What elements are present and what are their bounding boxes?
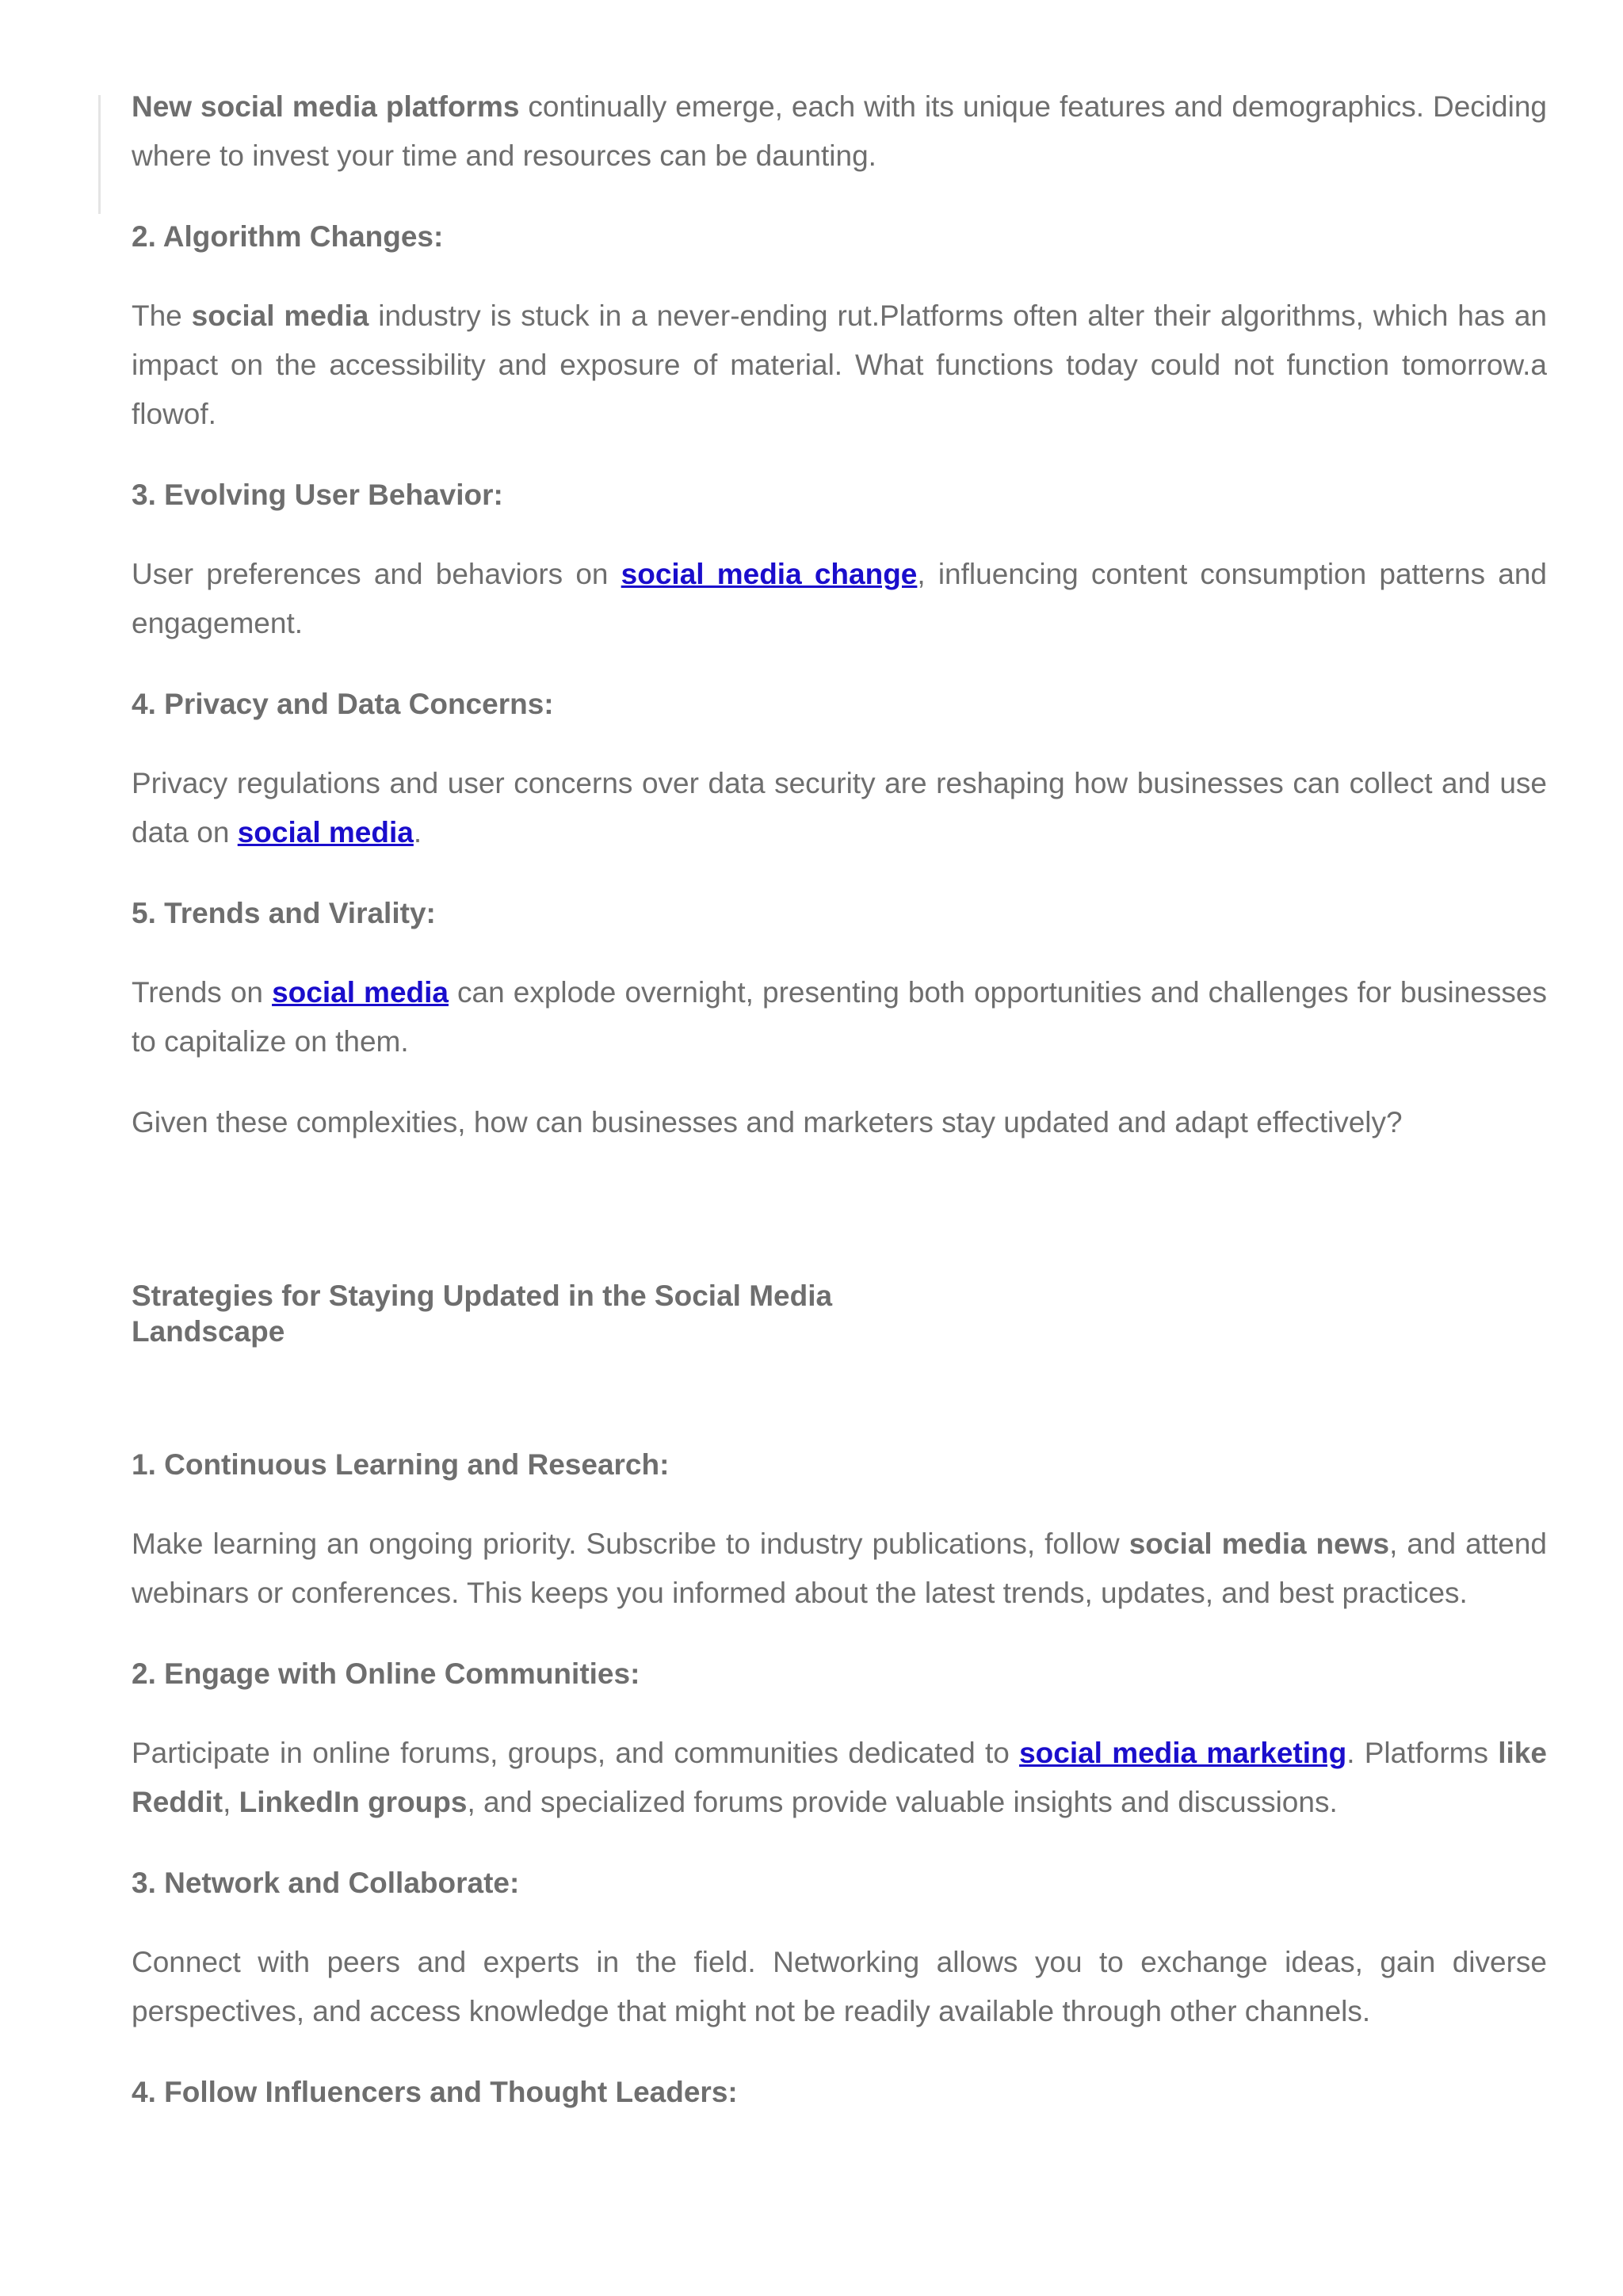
- text: Trends on: [132, 976, 273, 1009]
- text: ,: [223, 1786, 239, 1818]
- section-title: Strategies for Staying Updated in the Social Media Landscape: [132, 1280, 833, 1348]
- intro-paragraph: [132, 82, 1547, 181]
- question-paragraph: Given these complexities, how can businesses and marketers stay updated and adapt effectively?: [132, 1106, 1403, 1138]
- text: , inﬂuencing content consumption patterns and engagement.: [132, 558, 1547, 639]
- document-page: [132, 82, 1547, 2117]
- paragraph-network: Connect with peers and experts in the ﬁeld. Networking allows you to exchange ideas, gain diverse perspectives, and access knowledge that might not be readily available through other channels.: [132, 1946, 1547, 2027]
- paragraph-privacy: [132, 759, 1547, 857]
- intro-bold: New social media platforms: [132, 90, 520, 123]
- paragraph-algorithm-changes: [132, 292, 1547, 439]
- text: Privacy regulations and user concerns over data security are reshaping how businesses can collect and use data on: [132, 767, 1547, 849]
- bold-text: social media: [191, 299, 369, 332]
- blockquote-bar: [98, 95, 101, 214]
- link-social-media-change[interactable]: social media change: [621, 558, 918, 590]
- heading-continuous-learning: 1. Continuous Learning and Research:: [132, 1448, 670, 1481]
- paragraph-user-behavior: [132, 550, 1547, 648]
- link-social-media-marketing[interactable]: social media marketing: [1019, 1737, 1347, 1769]
- text: . Platforms: [1346, 1737, 1499, 1769]
- paragraph-continuous-learning: [132, 1520, 1547, 1618]
- text: , and attend webinars or conferences. This keeps you informed about the latest trends, updates, and best practices.: [132, 1527, 1547, 1609]
- heading-algorithm-changes: 2. Algorithm Changes:: [132, 220, 444, 253]
- paragraph-trends: [132, 968, 1547, 1066]
- text: can explode overnight, presenting both opportunities and challenges for businesses to capitalize on them.: [132, 976, 1547, 1058]
- heading-follow-influencers: 4. Follow Inﬂuencers and Thought Leaders:: [132, 2076, 738, 2108]
- heading-user-behavior: 3. Evolving User Behavior:: [132, 479, 503, 511]
- heading-network: 3. Network and Collaborate:: [132, 1867, 520, 1899]
- paragraph-online-communities: [132, 1729, 1547, 1827]
- heading-trends: 5. Trends and Virality:: [132, 897, 436, 929]
- text: The: [132, 299, 192, 332]
- text: Make learning an ongoing priority. Subscribe to industry publications, follow: [132, 1527, 1129, 1560]
- text: industry is stuck in a never-ending rut.Platforms often alter their algorithms, which has an impact on the accessibility and exposure of material. What functions today could not function tomorrow.a ﬂowof.: [132, 299, 1547, 430]
- heading-online-communities: 2. Engage with Online Communities:: [132, 1657, 640, 1690]
- bold-text: like Reddit: [132, 1737, 1547, 1818]
- intro-text: continually emerge, each with its unique features and demographics. Deciding where to invest your time and resources can be daunting.: [132, 90, 1547, 172]
- text: , and specialized forums provide valuable insights and discussions.: [467, 1786, 1338, 1818]
- text: .: [413, 816, 422, 849]
- bold-text: LinkedIn groups: [239, 1786, 468, 1818]
- link-social-media[interactable]: social media: [237, 816, 414, 849]
- text: Participate in online forums, groups, and communities dedicated to: [132, 1737, 1020, 1769]
- text: User preferences and behaviors on: [132, 558, 621, 590]
- heading-privacy: 4. Privacy and Data Concerns:: [132, 688, 554, 720]
- link-social-media[interactable]: social media: [272, 976, 449, 1009]
- bold-text: social media news: [1128, 1527, 1390, 1560]
